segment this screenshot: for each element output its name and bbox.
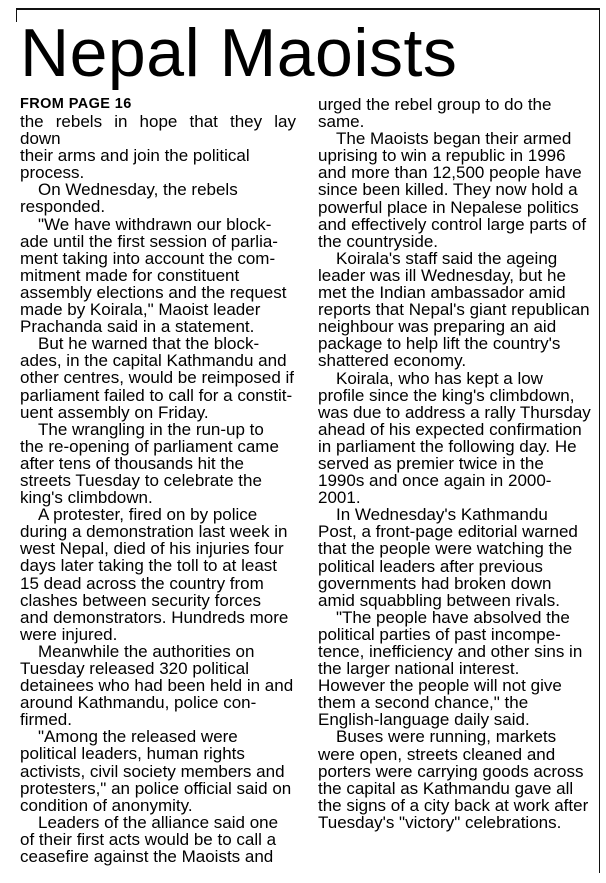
article-paragraph: In Wednesday's Kathmandu Post, a front-page editorial warned that the people were watching the political leaders after previous governments had broken down amid squabbling between rivals. [318,505,578,610]
article-paragraph: the rebels in hope that they lay down their arms and join the political process. [20,112,296,183]
article-paragraph: "We have withdrawn our block- ade until the first session of parlia- ment taking into account the com- mitment made for constituent assembly elections and the request made by Koirala," Maoist leader Prachanda said in a statement. [20,214,287,337]
right-rule [599,8,600,873]
left-rule-tick [16,8,17,22]
right-column [318,96,592,831]
article-paragraph: Koirala's staff said the ageing leader was ill Wednesday, but he met the Indian ambassador amid reports that Nepal's giant republican neighbour was preparing an aid package to help lift the country's shattered economy. [318,248,590,371]
top-rule [16,8,600,10]
article-paragraph: "The people have absolved the political parties of past incompe- tence, inefficiency and other sins in the larger national interest. However the people will not give them a second chance," the English-language daily said. [318,607,583,730]
article-paragraph: Koirala, who has kept a low profile since the king's climbdown, was due to address a rally Thursday ahead of his expected confirmation in parliament the following day. He served as premier twice in the 1990s and once again in 2000- 2001. [318,368,591,508]
article-paragraph: On Wednesday, the rebels responded. [20,180,238,217]
article-paragraph: "Among the released were political leaders, human rights activists, civil society members and protesters," an police official said on condition of anonymity. [20,727,292,815]
article-paragraph: But he warned that the block- ades, in the capital Kathmandu and other centres, would be reimposed if parliament failed to call for a constit- uent assembly on Friday. [20,334,295,422]
article-paragraph: The wrangling in the run-up to the re-opening of parliament came after tens of thousands hit the streets Tuesday to celebrate the king's climbdown. [20,419,279,508]
from-page-label: FROM PAGE 16 [20,96,132,112]
article-paragraph: A protester, fired on by police during a demonstration last week in west Nepal, died of his injuries four days later taking the toll to at least 15 dead across the country from clashes between security forces and demonstrators. Hundreds more were injured. [20,505,289,644]
article-paragraph: Leaders of the alliance said one of their first acts would be to call a ceasefire against the Maoists and [20,812,279,867]
article-paragraph: The Maoists began their armed uprising to win a republic in 1996 and more than 12,500 people have since been killed. They now hold a powerful place in Nepalese politics and effectively control large parts of the countryside. [318,129,587,251]
left-column [20,96,296,865]
headline: Nepal Maoists [20,15,458,91]
article-paragraph: Meanwhile the authorities on Tuesday released 320 political detainees who had been held in and around Kathmandu, police con- firmed. [20,641,294,730]
article-paragraph: Buses were running, markets were open, streets cleaned and porters were carrying goods across the capital as Kathmandu gave all the signs of a city back at work after Tuesday's "victory" celebrations. [318,727,589,832]
article-paragraph: urged the rebel group to do the same. [318,95,552,132]
